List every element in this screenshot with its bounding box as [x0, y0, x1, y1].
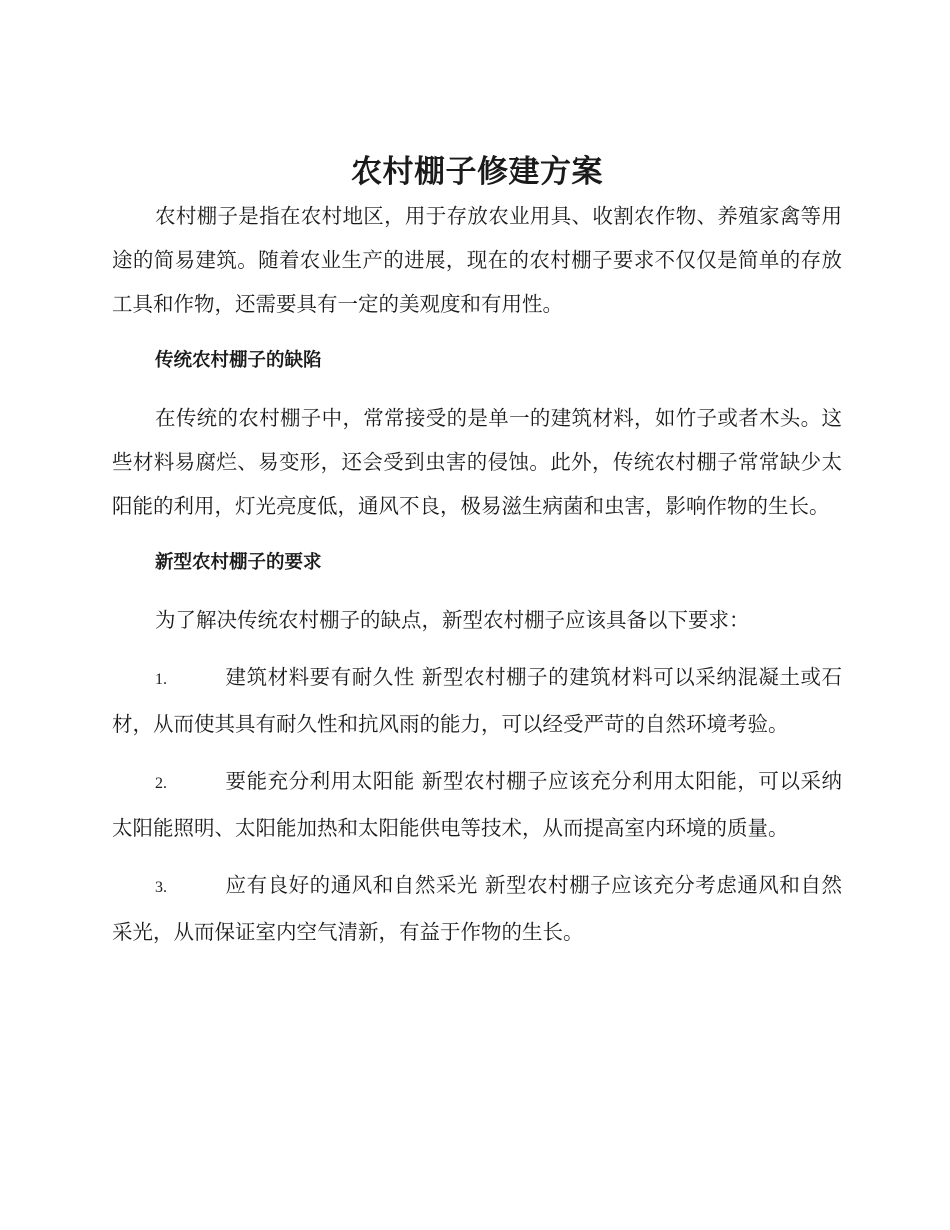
requirement-number: 1.: [155, 671, 167, 688]
section-heading-new-requirements: 新型农村棚子的要求: [155, 552, 322, 573]
requirement-item-2: [112, 759, 842, 850]
section-paragraph-traditional-defects: 在传统的农村棚子中，常常接受的是单一的建筑材料，如竹子或者木头。这些材料易腐烂、易变形，还会受到虫害的侵蚀。此外，传统农村棚子常常缺少太阳能的利用，灯光亮度低，通风不良，极易滋生病菌和虫害，影响作物的生长。: [112, 406, 842, 518]
requirement-title: 建筑材料要有耐久性: [225, 665, 415, 689]
intro-paragraph: 农村棚子是指在农村地区，用于存放农业用具、收割农作物、养殖家禽等用途的简易建筑。随着农业生产的进展，现在的农村棚子要求不仅仅是简单的存放工具和作物，还需要具有一定的美观度和有用性。: [112, 204, 842, 316]
requirement-text: 新型农村棚子应该充分考虑通风和自然采光，从而保证室内空气清新，有益于作物的生长。: [112, 873, 843, 944]
requirement-title: 要能充分利用太阳能: [225, 769, 415, 793]
document-title: 农村棚子修建方案: [351, 154, 603, 190]
requirement-title: 应有良好的通风和自然采光: [225, 873, 478, 897]
requirement-number: 3.: [155, 879, 167, 896]
document-page: [112, 150, 842, 954]
requirement-text: 新型农村棚子的建筑材料可以采纳混凝土或石材，从而使其具有耐久性和抗风雨的能力，可以经受严苛的自然环境考验。: [112, 665, 843, 736]
section-paragraph-new-requirements: 为了解决传统农村棚子的缺点，新型农村棚子应该具备以下要求：: [155, 608, 750, 632]
requirement-number: 2.: [155, 775, 167, 792]
section-heading-traditional-defects: 传统农村棚子的缺陷: [155, 350, 322, 371]
requirement-item-1: [112, 655, 842, 746]
requirement-item-3: [112, 863, 842, 954]
requirement-text: 新型农村棚子应该充分利用太阳能，可以采纳太阳能照明、太阳能加热和太阳能供电等技术，从而提高室内环境的质量。: [112, 769, 843, 840]
